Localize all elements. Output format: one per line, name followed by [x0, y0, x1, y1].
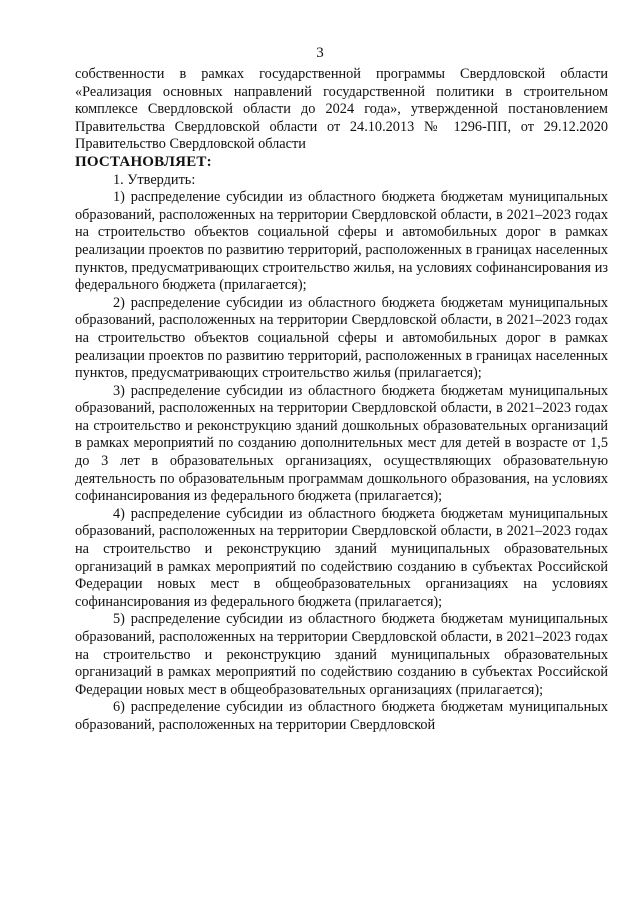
- list-item-6: 6) распределение субсидии из областного бюджета бюджетам муниципальных образований, расположенных на территории Свердловской: [75, 699, 608, 733]
- approve-paragraph: 1. Утвердить:: [113, 171, 196, 188]
- list-item-5: 5) распределение субсидии из областного бюджета бюджетам муниципальных образований, расположенных на территории Свердловской области, в 2021–2023 годах на строительство и реконструкцию зданий муниципальных образовательных организаций в рамках мероприятий по содействию созданию в субъектах Российской Федерации новых мест в общеобразовательных организациях (прилагается);: [75, 611, 608, 698]
- list-item-2: 2) распределение субсидии из областного бюджета бюджетам муниципальных образований, расположенных на территории Свердловской области, в 2021–2023 годах на строительство объектов социальной сферы и автомобильных дорог в рамках реализации проектов по развитию территорий, расположенных в границах населенных пунктов, предусматривающих строительство жилья (прилагается);: [75, 294, 608, 382]
- document-body: [75, 66, 608, 735]
- decree-heading: ПОСТАНОВЛЯЕТ:: [75, 153, 212, 170]
- list-item-1: 1) распределение субсидии из областного бюджета бюджетам муниципальных образований, расположенных на территории Свердловской области, в 2021–2023 годах на строительство объектов социальной сферы и автомобильных дорог в рамках реализации проектов по развитию территорий, расположенных в границах населенных пунктов, предусматривающих строительство жилья, на условиях софинансирования из федерального бюджета (прилагается);: [75, 189, 608, 294]
- page-number: 3: [316, 45, 324, 61]
- list-item-4: 4) распределение субсидии из областного бюджета бюджетам муниципальных образований, расположенных на территории Свердловской области, в 2021–2023 годах на строительство и реконструкцию зданий муниципальных образовательных организаций в рамках мероприятий по содействию созданию в субъектах Российской Федерации новых мест в общеобразовательных организациях на условиях софинансирования из федерального бюджета (прилагается);: [75, 505, 608, 610]
- list-item-3: 3) распределение субсидии из областного бюджета бюджетам муниципальных образований, расположенных на территории Свердловской области, в 2021–2023 годах на строительство и реконструкцию зданий дошкольных образовательных организаций в рамках мероприятий по созданию дополнительных мест для детей в возрасте от 1,5 до 3 лет в образовательных организациях, осуществляющих образовательную деятельность по образовательным программам дошкольного образования, на условиях софинансирования из федерального бюджета (прилагается);: [75, 382, 608, 505]
- intro-paragraph: собственности в рамках государственной программы Свердловской области «Реализация основных направлений государственной политики в строительном комплексе Свердловской области до 2024 года», утвержденной постановлением Правительства Свердловской области от 24.10.2013 № 1296-ПП, от 29.12.2020 Правительство Свердловской области: [75, 66, 608, 153]
